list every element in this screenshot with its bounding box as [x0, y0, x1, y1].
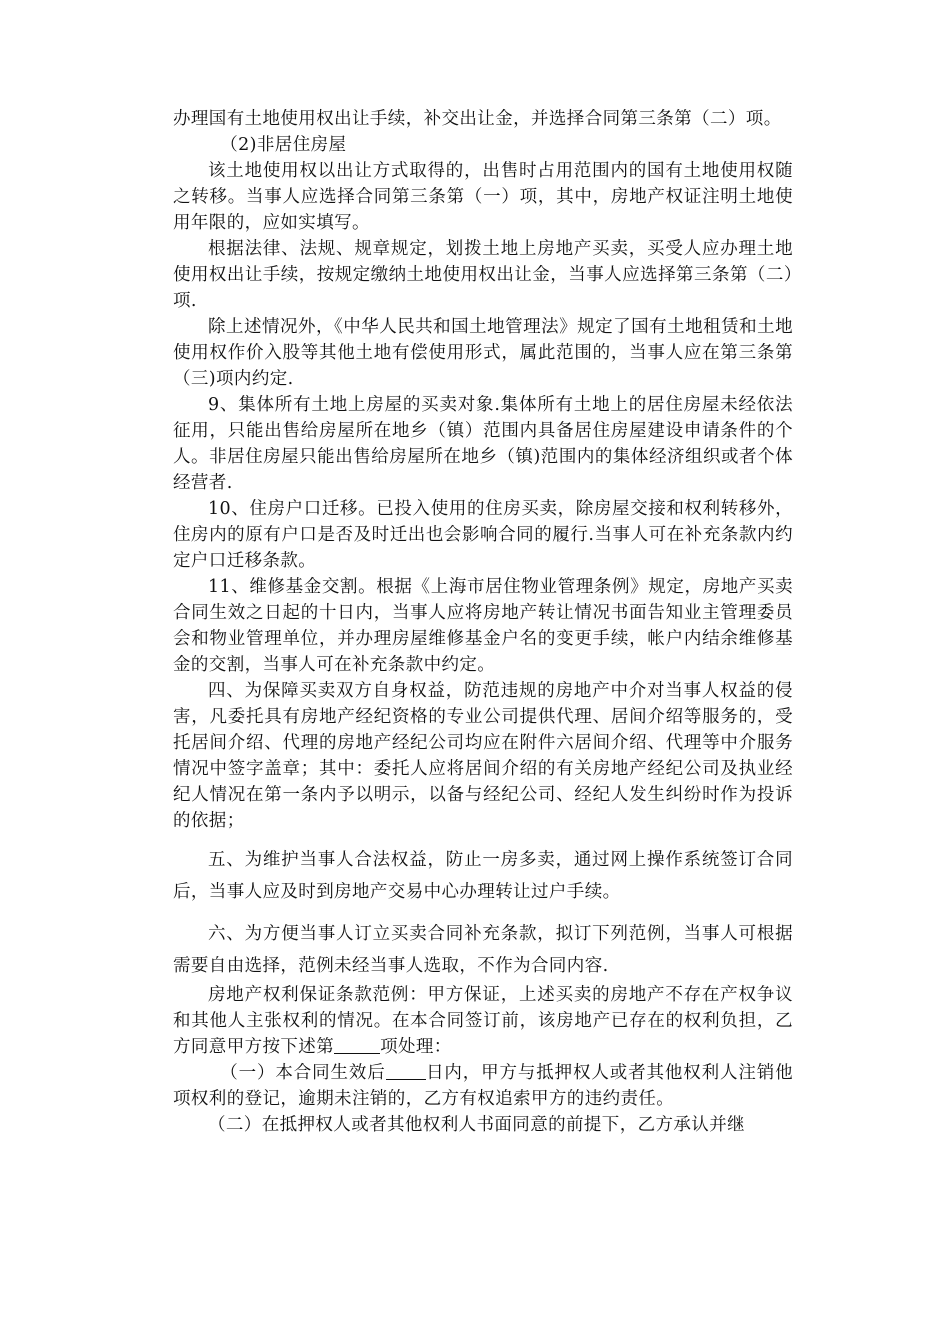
option-1-text: 日内，甲方与抵押权人或者其他权利人注销他项权利的登记，逾期未注销的，乙方有权追索甲方的违约责任。	[173, 1063, 793, 1109]
paragraph-item-10: 10、住房户口迁移。已投入使用的住房买卖，除房屋交接和权利转移外，住房内的原有户口是否及时迁出也会影响合同的履行.当事人可在补充条款内约定户口迁移条款。	[173, 499, 793, 571]
paragraph-allocated-land: 根据法律、法规、规章规定，划拨土地上房地产买卖，买受人应办理土地使用权出让手续，按规定缴纳土地使用权出让金，当事人应选择第三条第（二）项.	[173, 239, 793, 311]
paragraph-warranty-clause	[173, 982, 793, 1060]
paragraph-item-9: 9、集体所有土地上房屋的买卖对象.集体所有土地上的居住房屋未经依法征用，只能出售给房屋所在地乡（镇）范围内具备居住房屋建设申请条件的个人。非居住房屋只能出售给房屋所在地乡（镇)范围内的集体经济组织或者个体经营者.	[173, 395, 793, 493]
paragraph-section-4: 四、为保障买卖双方自身权益，防范违规的房地产中介对当事人权益的侵害，凡委托具有房地产经纪资格的专业公司提供代理、居间介绍等服务的，受托居间介绍、代理的房地产经纪公司均应在附件六居间介绍、代理等中介服务情况中签字盖章；其中：委托人应将居间介绍的有关房地产经纪公司及执业经纪人情况在第一条内予以明示，以备与经纪公司、经纪人发生纠纷时作为投诉的依据；	[173, 681, 793, 831]
days-blank	[386, 1062, 426, 1081]
warranty-clause-tail: 项处理：	[380, 1037, 452, 1057]
item-number-blank	[334, 1036, 380, 1055]
paragraph-non-residential-heading: （2)非居住房屋	[220, 135, 347, 155]
option-1-lead: （一）本合同生效后	[220, 1063, 386, 1083]
paragraph-section-6: 六、为方便当事人订立买卖合同补充条款，拟订下列范例，当事人可根据需要自由选择，范例未经当事人选取，不作为合同内容.	[173, 924, 793, 976]
document-body	[173, 106, 793, 1138]
paragraph-option-1	[173, 1060, 793, 1112]
paragraph-option-2: （二）在抵押权人或者其他权利人书面同意的前提下，乙方承认并继	[208, 1115, 745, 1135]
paragraph-1: 办理国有土地使用权出让手续，补交出让金，并选择合同第三条第（二）项。	[173, 109, 782, 129]
warranty-clause-text: 房地产权利保证条款范例：甲方保证，上述买卖的房地产不存在产权争议和其他人主张权利的情况。在本合同签订前，该房地产已存在的权利负担，乙方同意甲方按下述第	[173, 985, 793, 1057]
paragraph-other-cases: 除上述情况外，《中华人民共和国土地管理法》规定了国有土地租赁和土地使用权作价入股等其他土地有偿使用形式，属此范围的，当事人应在第三条第（三)项内约定.	[173, 317, 793, 389]
paragraph-item-11: 11、维修基金交割。根据《上海市居住物业管理条例》规定，房地产买卖合同生效之日起的十日内，当事人应将房地产转让情况书面告知业主管理委员会和物业管理单位，并办理房屋维修基金户名的变更手续，帐户内结余维修基金的交割，当事人可在补充条款中约定。	[173, 577, 793, 675]
paragraph-land-transfer: 该土地使用权以出让方式取得的，出售时占用范围内的国有土地使用权随之转移。当事人应选择合同第三条第（一）项，其中，房地产权证注明土地使用年限的，应如实填写。	[173, 161, 793, 233]
paragraph-section-5: 五、为维护当事人合法权益，防止一房多卖，通过网上操作系统签订合同后，当事人应及时到房地产交易中心办理转让过户手续。	[173, 850, 793, 902]
